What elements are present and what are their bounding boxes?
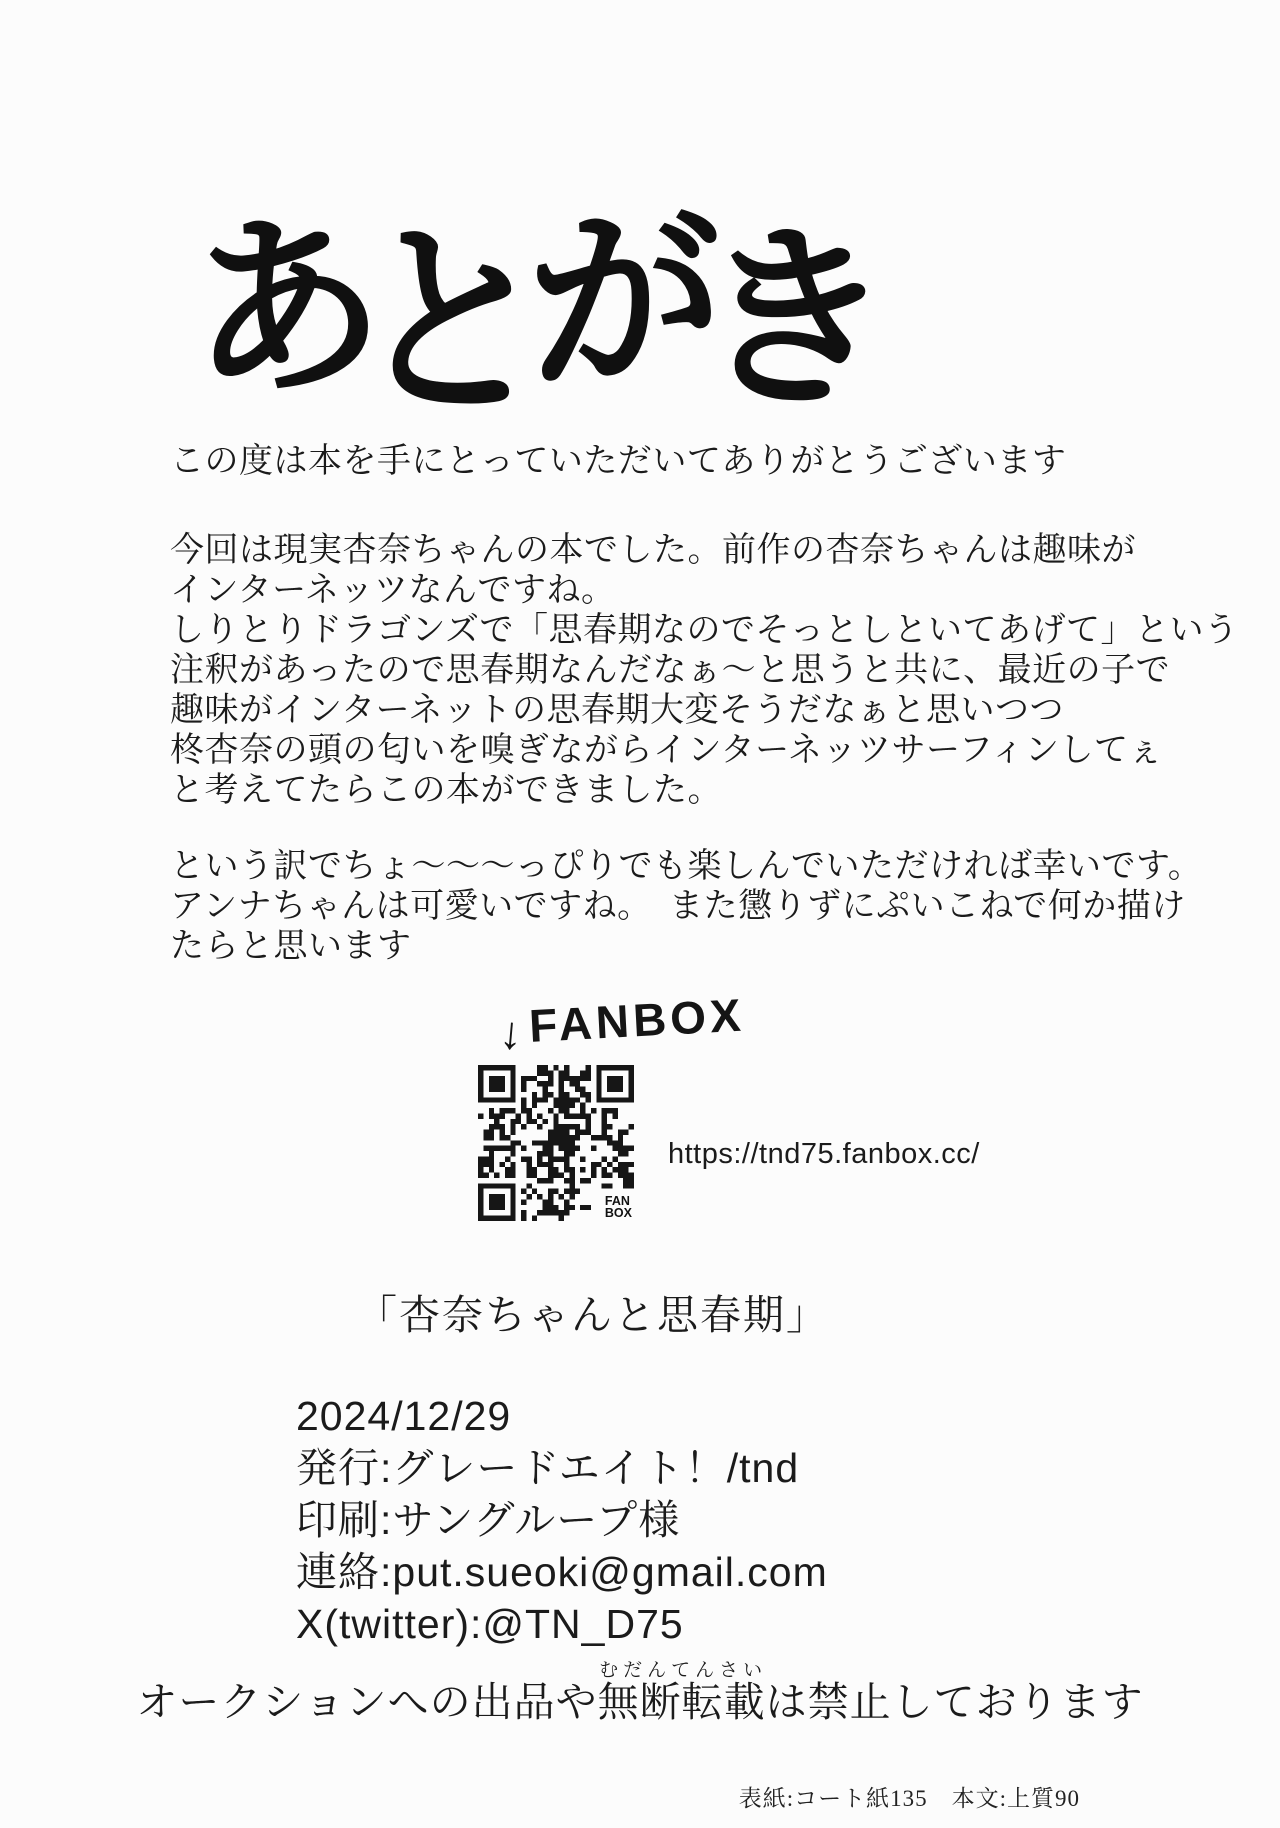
title-char: と: [346, 201, 533, 443]
notice-furigana: むだんてんさい: [597, 1660, 766, 1681]
title-char: が: [522, 187, 704, 416]
afterword-paragraph-closing: [170, 846, 1202, 966]
text-line: という訳でちょ〜〜〜っぴりでも楽しんでいただければ幸いです。: [170, 847, 1203, 885]
notice-ruby-base: 無断転載: [597, 1679, 766, 1725]
colophon-contact: 連絡:put.sueoki@gmail.com: [296, 1549, 828, 1595]
title-char: き: [690, 205, 873, 434]
text-line: と考えてたらこの本ができました。: [170, 771, 722, 809]
page-title: [178, 148, 873, 443]
text-line: この度は本を手にとっていただいてありがとうございます: [170, 442, 1067, 480]
text-line: 柊杏奈の頭の匂いを嗅ぎながらインターネッツサーフィンしてぇ: [170, 731, 1164, 769]
text-line: 今回は現実杏奈ちゃんの本でした。前作の杏奈ちゃんは趣味が: [170, 531, 1136, 569]
colophon-block: [296, 1390, 828, 1650]
afterword-paragraph-thanks: [170, 441, 1066, 481]
afterword-paragraph-story: [170, 530, 1238, 810]
paper-spec-footer: 表紙:コート紙135 本文:上質90: [738, 1786, 1080, 1811]
text-line: 注釈があったので思春期なんだなぁ〜と思うと共に、最近の子で: [170, 651, 1171, 689]
text-line: インターネッツなんですね。: [170, 571, 616, 609]
colophon-date: 2024/12/29: [296, 1393, 512, 1439]
colophon-printer: 印刷:サングループ様: [296, 1497, 681, 1543]
text-line: 趣味がインターネットの思春期大変そうだなぁと思いつつ: [170, 691, 1064, 729]
auction-notice: [0, 1660, 1280, 1728]
title-char: あ: [178, 192, 368, 426]
fanbox-label-text: FANBOX: [527, 988, 746, 1052]
notice-ruby: [597, 1660, 766, 1725]
fanbox-handwritten-label: [497, 988, 746, 1060]
notice-prefix: オークションへの出品や: [136, 1679, 598, 1725]
text-line: しりとりドラゴンズで「思春期なのでそっとしといてあげて」という: [170, 611, 1239, 649]
fanbox-url: https://tnd75.fanbox.cc/: [668, 1138, 980, 1170]
colophon-publisher: 発行:グレードエイト！/tnd: [296, 1445, 800, 1491]
notice-suffix: は禁止しております: [765, 1679, 1144, 1725]
book-title: 「杏奈ちゃんと思春期」: [356, 1292, 829, 1338]
text-line: たらと思います: [170, 927, 412, 965]
down-arrow-icon: ↓: [497, 1005, 529, 1060]
colophon-twitter: X(twitter):@TN_D75: [296, 1601, 684, 1647]
fanbox-logo-text: FAN BOX: [602, 1195, 632, 1219]
text-line: アンナちゃんは可愛いですね。 また懲りずにぷいこねで何か描け: [170, 887, 1186, 925]
fanbox-qr-code: [478, 1064, 634, 1222]
